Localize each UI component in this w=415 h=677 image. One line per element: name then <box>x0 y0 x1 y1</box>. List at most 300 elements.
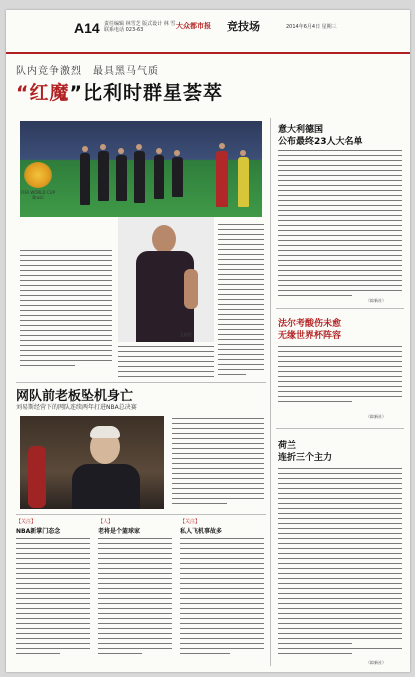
text-line <box>278 155 402 156</box>
text-line <box>180 563 264 564</box>
text-line <box>172 433 264 434</box>
text-line <box>218 309 264 310</box>
text-line <box>278 290 402 291</box>
text-line <box>16 563 90 564</box>
text-line <box>16 568 90 569</box>
nba-article-text-right <box>172 418 264 510</box>
player-figure <box>216 151 228 207</box>
text-line <box>218 334 264 335</box>
text-line <box>278 240 402 241</box>
text-line <box>278 210 402 211</box>
text-line <box>278 366 402 367</box>
text-line <box>278 533 402 534</box>
text-line <box>20 340 112 341</box>
text-line <box>218 274 264 275</box>
text-line <box>172 428 264 429</box>
lead-article-text-col-2 <box>218 224 264 380</box>
text-line <box>278 648 402 649</box>
editor-info <box>104 21 175 33</box>
text-line <box>278 503 402 504</box>
text-line <box>98 538 172 539</box>
text-line <box>278 205 402 206</box>
text-line <box>278 558 402 559</box>
masthead <box>6 10 410 54</box>
text-line <box>278 608 402 609</box>
text-line <box>278 285 402 286</box>
dutch-headline-2: 连折三个主力 <box>278 453 333 463</box>
text-line <box>172 468 264 469</box>
world-cup-emblem-text: FIFA WORLD CUP Brasil <box>20 190 56 200</box>
text-line <box>16 653 60 654</box>
text-line <box>278 255 402 256</box>
text-line <box>278 275 402 276</box>
text-line <box>180 593 264 594</box>
italy-headline-2: 公布最终23人大名单 <box>278 137 363 147</box>
text-line <box>278 200 402 201</box>
player-head <box>174 150 180 156</box>
text-line <box>278 473 402 474</box>
text-line <box>278 643 352 644</box>
text-line <box>218 354 264 355</box>
text-line <box>16 538 90 539</box>
text-line <box>218 239 264 240</box>
text-line <box>98 578 172 579</box>
text-line <box>278 478 402 479</box>
text-line <box>16 648 90 649</box>
text-line <box>98 573 172 574</box>
text-line <box>172 473 264 474</box>
player-head <box>82 146 88 152</box>
text-line <box>278 618 402 619</box>
section-divider <box>16 382 266 383</box>
player-arm <box>184 269 198 309</box>
editor-line-2: 联系电话 023-63 <box>104 27 144 33</box>
text-line <box>180 543 264 544</box>
text-line <box>218 264 264 265</box>
text-line <box>20 310 112 311</box>
text-line <box>218 259 264 260</box>
text-line <box>278 493 402 494</box>
text-line <box>172 488 264 489</box>
text-line <box>16 548 90 549</box>
world-cup-emblem <box>24 162 52 188</box>
column-3-text <box>180 538 264 658</box>
text-line <box>20 290 112 291</box>
text-line <box>98 593 172 594</box>
text-line <box>278 190 402 191</box>
text-line <box>278 386 402 387</box>
text-line <box>180 553 264 554</box>
text-line <box>278 498 402 499</box>
text-line <box>278 508 402 509</box>
text-line <box>172 463 264 464</box>
text-line <box>172 483 264 484</box>
text-line <box>172 498 264 499</box>
column-2-label: 【人】 <box>98 519 114 525</box>
text-line <box>98 603 172 604</box>
text-line <box>278 356 402 357</box>
player-head <box>219 143 225 149</box>
text-line <box>118 376 214 377</box>
text-line <box>172 438 264 439</box>
text-line <box>278 553 402 554</box>
text-line <box>278 396 402 397</box>
text-line <box>16 588 90 589</box>
headline-rest: ”比利时群星荟萃 <box>69 82 224 104</box>
text-line <box>98 618 172 619</box>
text-line <box>16 578 90 579</box>
text-line <box>180 603 264 604</box>
text-line <box>218 329 264 330</box>
text-line <box>118 351 214 352</box>
text-line <box>278 195 402 196</box>
text-line <box>278 638 402 639</box>
text-line <box>278 468 402 469</box>
sidebar-divider-2 <box>276 428 404 429</box>
text-line <box>172 503 227 504</box>
text-line <box>16 553 90 554</box>
text-line <box>118 371 214 372</box>
text-line <box>278 538 402 539</box>
text-line <box>218 314 264 315</box>
owner-suit <box>72 464 140 509</box>
text-line <box>180 583 264 584</box>
text-line <box>98 643 172 644</box>
sidebar-divider <box>270 118 271 666</box>
text-line <box>20 250 112 251</box>
text-line <box>180 578 264 579</box>
text-line <box>16 613 90 614</box>
text-line <box>278 346 402 347</box>
player-figure <box>116 155 127 201</box>
text-line <box>278 483 402 484</box>
text-line <box>278 528 402 529</box>
text-line <box>218 284 264 285</box>
lead-article-text-col-3 <box>118 346 214 380</box>
portrait-caption: 孔帕尼 <box>180 332 192 337</box>
text-line <box>172 453 264 454</box>
text-line <box>98 598 172 599</box>
text-line <box>278 513 402 514</box>
text-line <box>20 320 112 321</box>
column-1-title: NBA新掌门态念 <box>16 528 61 535</box>
france-headline-1: 法尔考酸伤未愈 <box>278 319 342 329</box>
text-line <box>20 285 112 286</box>
text-line <box>98 588 172 589</box>
text-line <box>278 523 402 524</box>
headline-red: 红魔 <box>29 82 70 104</box>
text-line <box>278 568 402 569</box>
lead-headline <box>16 78 223 105</box>
text-line <box>218 364 264 365</box>
italy-article-text <box>278 150 402 304</box>
text-line <box>278 215 402 216</box>
text-line <box>218 344 264 345</box>
text-line <box>98 563 172 564</box>
text-line <box>16 633 90 634</box>
owner-hair <box>90 426 120 438</box>
page-number: A14 <box>74 20 100 36</box>
text-line <box>278 160 402 161</box>
text-line <box>278 603 402 604</box>
text-line <box>16 583 90 584</box>
text-line <box>278 578 402 579</box>
text-line <box>20 330 112 331</box>
dutch-article-text <box>278 468 402 658</box>
text-line <box>180 538 264 539</box>
player-figure <box>134 151 145 203</box>
text-line <box>180 573 264 574</box>
text-line <box>98 633 172 634</box>
text-line <box>278 260 402 261</box>
text-line <box>278 265 402 266</box>
text-line <box>278 381 402 382</box>
player-head <box>152 225 176 253</box>
text-line <box>278 628 402 629</box>
text-line <box>278 401 352 402</box>
text-line <box>278 235 402 236</box>
text-line <box>278 361 402 362</box>
text-line <box>218 244 264 245</box>
newspaper-logo: 大众都市报 <box>176 22 211 30</box>
column-2-text <box>98 538 172 658</box>
lead-article-text-col-1 <box>20 250 112 380</box>
text-line <box>180 653 230 654</box>
text-line <box>278 573 402 574</box>
nba-subhead: 刘易斯经营下的网队连续两年打进NBA总决赛 <box>16 404 137 411</box>
column-3-title: 私人飞机事故多 <box>180 528 223 535</box>
text-line <box>278 518 402 519</box>
player-figure <box>28 446 46 508</box>
text-line <box>16 543 90 544</box>
text-line <box>218 224 264 225</box>
text-line <box>16 603 90 604</box>
text-line <box>278 165 402 166</box>
text-line <box>218 279 264 280</box>
text-line <box>20 295 112 296</box>
column-3-label: 【关注】 <box>180 519 201 525</box>
player-figure <box>154 155 164 199</box>
text-line <box>278 220 402 221</box>
text-line <box>20 325 112 326</box>
text-line <box>16 638 90 639</box>
text-line <box>278 543 402 544</box>
text-line <box>180 558 264 559</box>
text-line <box>180 618 264 619</box>
text-line <box>218 249 264 250</box>
text-line <box>218 289 264 290</box>
text-line <box>98 653 142 654</box>
text-line <box>20 275 112 276</box>
text-line <box>118 361 214 362</box>
text-line <box>16 573 90 574</box>
text-line <box>278 225 402 226</box>
text-line <box>180 633 264 634</box>
text-line <box>20 300 112 301</box>
text-line <box>278 170 402 171</box>
column-divider <box>16 514 266 515</box>
text-line <box>20 315 112 316</box>
text-line <box>278 295 352 296</box>
text-line <box>180 588 264 589</box>
text-line <box>180 643 264 644</box>
text-line <box>180 548 264 549</box>
text-line <box>218 319 264 320</box>
text-line <box>278 280 402 281</box>
text-line <box>278 245 402 246</box>
text-line <box>180 568 264 569</box>
text-line <box>180 613 264 614</box>
dutch-headline-1: 荷兰 <box>278 441 297 451</box>
text-line <box>16 623 90 624</box>
text-line <box>278 175 402 176</box>
text-line <box>278 548 402 549</box>
text-line <box>180 628 264 629</box>
text-line <box>20 335 112 336</box>
text-line <box>218 269 264 270</box>
text-line <box>218 359 264 360</box>
france-headline-2: 无缘世界杯阵容 <box>278 331 342 341</box>
text-line <box>278 623 402 624</box>
lead-subhead: 队内竞争激烈 最具黑马气质 <box>16 66 159 77</box>
section-title: 竞技场 <box>227 20 260 33</box>
owner-portrait-photo <box>20 416 164 509</box>
text-line <box>20 255 112 256</box>
player-head <box>100 144 106 150</box>
text-line <box>172 448 264 449</box>
text-line <box>98 628 172 629</box>
text-line <box>98 553 172 554</box>
text-line <box>20 265 112 266</box>
text-line <box>180 648 264 649</box>
text-line <box>180 608 264 609</box>
text-line <box>278 598 402 599</box>
text-line <box>278 150 402 151</box>
text-line <box>20 345 112 346</box>
text-line <box>118 366 214 367</box>
text-line <box>278 563 402 564</box>
text-line <box>16 598 90 599</box>
player-portrait-photo <box>118 217 214 342</box>
text-line <box>98 623 172 624</box>
text-line <box>98 638 172 639</box>
text-line <box>278 613 402 614</box>
text-line <box>218 349 264 350</box>
editor-line-1: 责任编辑 林雪芝 版式设计 林 雪 <box>104 21 176 27</box>
text-line <box>172 458 264 459</box>
issue-date: 2014年6月4日 星期三 <box>286 24 337 30</box>
text-line <box>218 339 264 340</box>
column-1-label: 【关注】 <box>16 519 37 525</box>
text-line <box>218 254 264 255</box>
text-line <box>180 638 264 639</box>
text-line <box>20 260 112 261</box>
france-source: （綜新社） <box>366 414 386 419</box>
text-line <box>20 355 112 356</box>
italy-source: （綜新社） <box>366 298 386 303</box>
text-line <box>118 356 214 357</box>
text-line <box>218 299 264 300</box>
text-line <box>278 593 402 594</box>
text-line <box>20 365 75 366</box>
text-line <box>218 294 264 295</box>
text-line <box>20 280 112 281</box>
text-line <box>278 351 402 352</box>
text-line <box>278 391 402 392</box>
headline-mark-open: “ <box>16 82 30 104</box>
player-figure <box>98 151 109 201</box>
text-line <box>16 628 90 629</box>
column-2-title: 老将是个篮球家 <box>98 528 141 535</box>
text-line <box>118 346 214 347</box>
text-line <box>98 543 172 544</box>
nba-headline: 网队前老板坠机身亡 <box>16 389 134 404</box>
player-figure <box>172 157 183 197</box>
text-line <box>278 376 402 377</box>
column-1-text <box>16 538 90 658</box>
text-line <box>172 423 264 424</box>
text-line <box>218 234 264 235</box>
team-training-photo <box>20 121 262 217</box>
player-head <box>156 148 162 154</box>
text-line <box>16 558 90 559</box>
player-head <box>118 148 124 154</box>
text-line <box>278 588 402 589</box>
text-line <box>218 324 264 325</box>
player-head <box>136 144 142 150</box>
text-line <box>278 488 402 489</box>
text-line <box>16 593 90 594</box>
newspaper-page <box>6 10 410 672</box>
france-article-text <box>278 346 402 410</box>
text-line <box>180 598 264 599</box>
text-line <box>20 305 112 306</box>
text-line <box>218 374 246 375</box>
text-line <box>218 369 264 370</box>
italy-headline-1: 意大利德国 <box>278 125 324 135</box>
text-line <box>278 371 402 372</box>
text-line <box>98 608 172 609</box>
text-line <box>98 613 172 614</box>
text-line <box>278 230 402 231</box>
text-line <box>218 229 264 230</box>
text-line <box>278 185 402 186</box>
text-line <box>20 360 112 361</box>
player-head <box>240 150 246 156</box>
text-line <box>278 583 402 584</box>
text-line <box>20 270 112 271</box>
text-line <box>278 633 402 634</box>
text-line <box>278 180 402 181</box>
text-line <box>98 583 172 584</box>
text-line <box>218 304 264 305</box>
text-line <box>172 478 264 479</box>
sidebar-divider-1 <box>276 308 404 309</box>
dutch-source: （綜新社） <box>366 660 386 665</box>
text-line <box>278 653 352 654</box>
text-line <box>278 250 402 251</box>
text-line <box>98 568 172 569</box>
text-line <box>98 548 172 549</box>
text-line <box>16 608 90 609</box>
text-line <box>172 443 264 444</box>
text-line <box>16 618 90 619</box>
text-line <box>278 270 402 271</box>
text-line <box>16 643 90 644</box>
text-line <box>180 623 264 624</box>
text-line <box>98 558 172 559</box>
text-line <box>98 648 172 649</box>
